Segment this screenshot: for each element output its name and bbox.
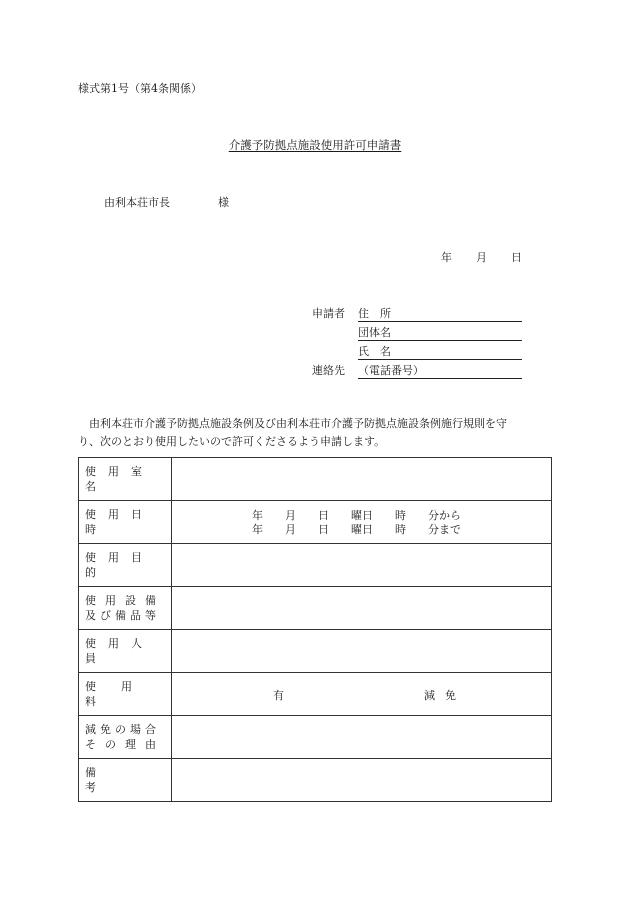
addressee bbox=[104, 194, 229, 210]
exemption-reason-field[interactable] bbox=[172, 716, 552, 759]
group-name-field[interactable]: 団体名 bbox=[358, 322, 522, 341]
document-title bbox=[0, 137, 630, 153]
address-field[interactable]: 住 所 bbox=[358, 303, 522, 322]
addressee-name: 由利本荘市長 bbox=[104, 196, 170, 209]
applicant-block bbox=[312, 303, 522, 379]
exemption-reason-label bbox=[79, 716, 172, 759]
remarks-field[interactable] bbox=[172, 759, 552, 802]
room-field[interactable] bbox=[172, 458, 552, 501]
datetime-label: 使用日時 bbox=[79, 501, 172, 544]
date-line bbox=[441, 249, 522, 265]
equipment-field[interactable] bbox=[172, 587, 552, 630]
table-row bbox=[79, 458, 552, 501]
table-row bbox=[79, 587, 552, 630]
name-field[interactable]: 氏 名 bbox=[358, 341, 522, 360]
time-from: 年 月 日 曜日 時 分から bbox=[252, 509, 461, 522]
form-number-label: 様式第1号（第4条関係） bbox=[78, 82, 202, 95]
table-row bbox=[79, 673, 552, 716]
date-day: 日 bbox=[511, 251, 522, 264]
datetime-field[interactable] bbox=[172, 501, 552, 544]
date-year: 年 bbox=[441, 251, 452, 264]
equipment-label-line-2: 及び備品等 bbox=[85, 609, 160, 622]
applicant-name-row bbox=[312, 341, 522, 360]
datetime-lines bbox=[252, 509, 461, 537]
intro-paragraph bbox=[78, 415, 552, 451]
purpose-label: 使用目的 bbox=[79, 544, 172, 587]
equipment-label bbox=[79, 587, 172, 630]
reason-label-line-1: 減免の場合 bbox=[85, 723, 160, 736]
persons-label: 使用人員 bbox=[79, 630, 172, 673]
date-month: 月 bbox=[476, 251, 487, 264]
intro-line-1: 由利本荘市介護予防拠点施設条例及び由利本荘市介護予防拠点施設条例施行規則を守 bbox=[89, 417, 507, 430]
applicant-group-row bbox=[312, 322, 522, 341]
addressee-honorific: 様 bbox=[218, 196, 229, 209]
reason-label-line-2: その理由 bbox=[85, 738, 165, 751]
table-row bbox=[79, 501, 552, 544]
table-row bbox=[79, 544, 552, 587]
table-row bbox=[79, 759, 552, 802]
intro-line-2: り、次のとおり使用したいので許可くださるよう申請します。 bbox=[78, 435, 386, 448]
applicant-label: 申請者 bbox=[312, 307, 345, 320]
fee-label: 使用料 bbox=[79, 673, 172, 716]
application-table bbox=[78, 457, 552, 802]
table-row bbox=[79, 716, 552, 759]
document-title-text: 介護予防拠点施設使用許可申請書 bbox=[228, 138, 402, 152]
fee-paid-option[interactable]: 有 bbox=[273, 689, 284, 702]
time-to: 年 月 日 曜日 時 分まで bbox=[252, 523, 461, 536]
remarks-label: 備考 bbox=[79, 759, 172, 802]
table-row bbox=[79, 630, 552, 673]
applicant-address-row bbox=[312, 303, 522, 322]
purpose-field[interactable] bbox=[172, 544, 552, 587]
persons-field[interactable] bbox=[172, 630, 552, 673]
contact-label: 連絡先 bbox=[312, 364, 345, 377]
phone-field[interactable]: （電話番号） bbox=[358, 360, 522, 379]
equipment-label-line-1: 使用設備 bbox=[85, 594, 165, 607]
room-label: 使用室名 bbox=[79, 458, 172, 501]
applicant-contact-row bbox=[312, 360, 522, 379]
fee-field[interactable] bbox=[172, 673, 552, 716]
fee-exempt-option[interactable]: 減免 bbox=[424, 689, 466, 702]
